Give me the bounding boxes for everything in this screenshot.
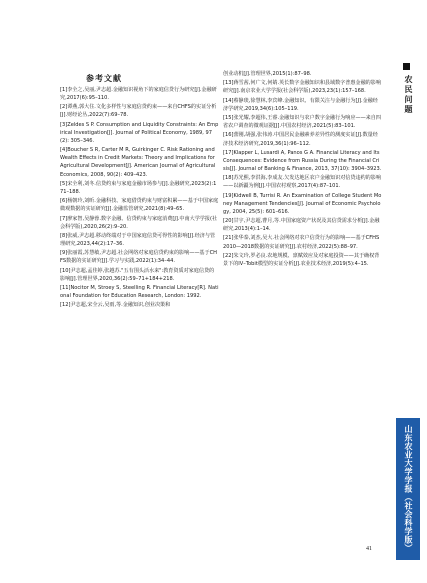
section-marker-icon	[403, 63, 410, 70]
reference-entry: [8]张威,尹志超.移动终端对于中国家庭信贷可得性的影响[J].经济与管理研究,2023,44(2):17–36.	[60, 232, 216, 247]
reference-entry: [14]蔡静琰,徐慧林,李宾峰.金融知识、有限关注与金融行为[J].金融经济学研究,2019,34(6):105–119.	[223, 97, 378, 112]
reference-entry: [4]Boucher S R, Carter M R, Guirkinger C. Risk Rationing and Wealth Effects in Credit Markets: Theory and Implications for Agricultural Development[J]. American Journal of Agricultural Economics, 2008, 90(2): 409–423.	[60, 147, 216, 178]
reference-entry: [18]苏光熙,李洪海,李成友.欠发达地区农户金融知识对信贷违约的影响——以新疆为例[J].中国农村观察,2017(4):87–101.	[223, 175, 381, 190]
reference-entry: [3]Zeldes S P. Consumption and Liquidity Constraints: An Empirical Investigation[J]. Journal of Political Economy, 1989, 97(2): 305–346.	[60, 121, 219, 144]
reference-entry: [13]蒋雪茜,何广文,何婧.英长数字金融知识和县域数字普惠金融的影响研究[J].南京农业大学学报(社会科学版),2023,23(1):157–168.	[223, 80, 381, 95]
reference-entry: [17]Klapper L, Lusardi A, Panos G A. Financial Literacy and Its Consequences: Evidence from Russia During the Financial Crisis[J]. Journal of Banking & Finance, 2013, 37(10): 3904–3923.	[223, 149, 382, 172]
reference-entry: [20]甘宇,尹志超,曹月,等.中国家庭资产状况及其信贷需求分析[J].金融研究,2013(4):1–14.	[223, 218, 380, 233]
reference-entry: [16]蕾刚,胡强,张伟涛.中国居民金融素养差异性的测度实证[J].数量经济技术经济研究,2019,36(1):96–112.	[223, 132, 378, 147]
reference-entry: [9]张丽霞,苏慧敏,尹志超.社会网络对家庭信贷约束的影响——基于CHFS数据的实证研究[J].学习与实践,2022(1):34–44.	[60, 250, 217, 265]
reference-entry: [6]杨朝玲,刘昕.金融科技、家庭借贷约束与财富积累——基于中国家庭微观数据的实证研究[J].金融监管研究,2021(8):49–65.	[60, 198, 219, 213]
reference-entry: [11]Nocitor M, Stroey S, Steelling R. Financial Literacy[R]. National Foundation for Education Research, London: 1992.	[60, 285, 219, 300]
reference-entry: [21]张华泰,刘杰,吴大.社会网络对农户信贷行为的影响——基于CFHS2010—2018数据的实证研究[J].农村经济,2022(5):88–97.	[223, 235, 380, 250]
reference-entry: [19]Kidwell B, Turrisi R. An Examination of College Student Money Management Tendencies[J]. Journal of Economic Psychology, 2004, 25(5): 601–616.	[223, 192, 382, 215]
reference-entry: [15]张光耀,李超伟,王睿.金融知识与农户数字金融行为响应——来自四省农户调查的微观证据[J].中国农村经济,2021(5):83–101.	[223, 115, 381, 130]
reference-entry: [1]李全之,吴丽,尹志超.金融知识视角下的家庭信贷行为研究[J].金融研究,2017(6):95–110.	[60, 87, 217, 102]
reference-entry: [12]尹志超,宋全云,吴雨,等.金融知识,创业决策和	[60, 302, 171, 309]
reference-entry: 创业动机[J].管理世界,2015(1):87–98.	[223, 71, 312, 77]
reference-entry: [5]宋全利,刘冬.信贷约束与家庭金融市场参与[J].金融研究,2023(2):171–188.	[60, 180, 217, 195]
journal-name-tab: 山东农业大学学报（社会科学版）	[396, 418, 420, 560]
page-number: 41	[366, 546, 372, 552]
reference-entry: [10]尹志超,孟佳婷,张越苏."五有围头活水来":教育资质对家庭信贷的影响[J].管理世界,2020,36(2):59–71+184+218.	[60, 267, 215, 282]
reference-entry: [2]谭燕,郭大住.文化多样性与家庭信贷约束——来自CHFS的实证分析[J].财经论丛,2022(7):69–78.	[60, 104, 217, 119]
references-heading: 参考文献	[86, 74, 122, 83]
references-right-column	[223, 70, 382, 269]
reference-entry: [7]廖家智,吴静蓉.数字金融、信贷约束与家庭消费[J].中南大学学报(社会科学版),2020,26(2):9–20.	[60, 215, 218, 230]
section-title: 农民问题	[404, 75, 413, 115]
reference-entry: [22]朱文玲,罗必良.农地规模、禀赋效应及对家庭投资——其于确权背景下的IV–Tobit模型的实证分析[J].农业技术经济,2019(5):4–15.	[223, 252, 380, 267]
references-left-column	[60, 86, 219, 311]
